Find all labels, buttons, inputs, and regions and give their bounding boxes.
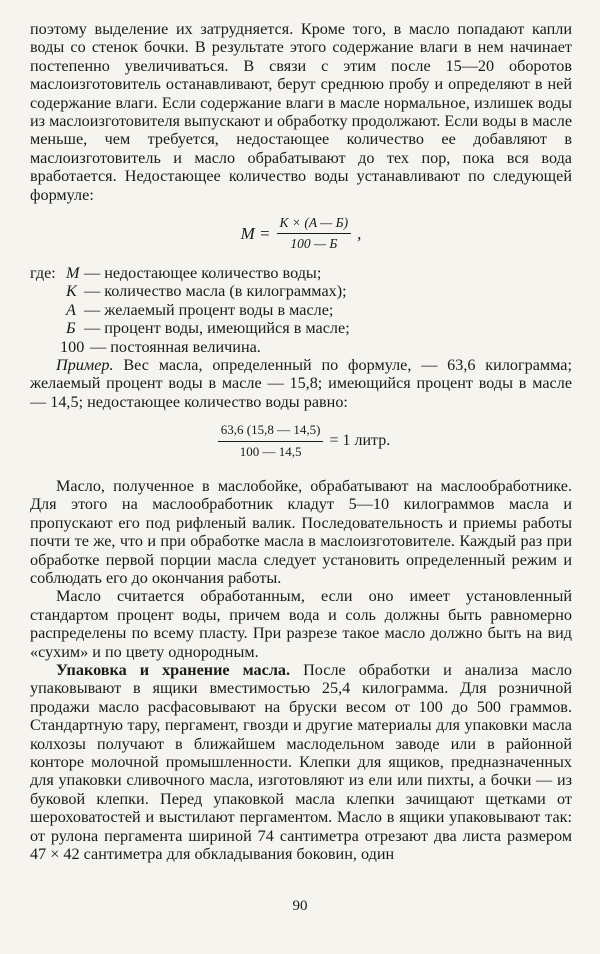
example-label: Пример. bbox=[56, 355, 114, 374]
formula-lhs: M = bbox=[240, 223, 271, 243]
formula-numerator: K × (A — Б) bbox=[277, 214, 352, 234]
page-number: 90 bbox=[292, 898, 308, 914]
definition-text: — недостающее количество воды; bbox=[84, 263, 322, 282]
example-fraction bbox=[218, 421, 324, 461]
formula-water-shortage bbox=[30, 214, 572, 254]
definition-row bbox=[30, 282, 572, 300]
formula-denominator: 100 — Б bbox=[290, 236, 338, 252]
definition-text: — постоянная величина. bbox=[90, 337, 261, 356]
example-result: = 1 литр. bbox=[329, 431, 391, 449]
definition-row bbox=[30, 338, 572, 356]
formula-tail: , bbox=[357, 223, 362, 243]
example-text: Вес масла, определенный по формуле, — 63,6 килограмма; желаемый процент воды в масле — 15,8; имеющийся процент воды в масле — 14,5; недостающее количество воды равно: bbox=[30, 355, 572, 411]
definition-text: — количество масла (в килограммах); bbox=[84, 282, 347, 301]
paragraph-processed-criteria: Масло считается обработанным, если оно имеет установленный стандартом процент воды, причем вода и соль должны быть равномерно распределены по всему пласту. При разрезе такое масло должно быть на вид «сухим» и по цвету однородным. bbox=[30, 587, 572, 661]
packaging-text: После обработки и анализа масло упаковывают в ящики вместимостью 25,4 килограмма. Для розничной продажи масло расфасовывают на бруски весом от 100 до 500 граммов. Стандартную тару, пергамент, гвозди и другие материалы для упаковки масла колхозы получают в ближайшем маслодельном заводе или в районной конторе молочной промышленности. Клепки для ящиков, предназначенных для упаковки сливочного масла, изготовляют из ели или пихты, а бочки — из буковой клепки. Перед упаковкой масла клепки зачищают щетками от шероховатостей и выстилают пергаментом. Масло в ящики упаковывают так: от рулона пергамента шириной 74 сантиметра отрезают два листа размером 47 × 42 сантиметра для обкладывания боковин, один bbox=[30, 661, 572, 864]
definition-symbol: K bbox=[66, 282, 77, 301]
paragraph-example bbox=[30, 356, 572, 411]
definition-symbol: Б bbox=[66, 319, 76, 338]
definitions-lead: где: bbox=[30, 263, 56, 282]
example-denominator: 100 — 14,5 bbox=[239, 443, 302, 459]
formula-definitions bbox=[30, 264, 572, 356]
definition-symbol: A bbox=[66, 300, 76, 319]
definition-text: — процент воды, имеющийся в масле; bbox=[84, 319, 350, 338]
definition-row bbox=[30, 264, 572, 282]
formula-fraction bbox=[277, 214, 352, 254]
definition-text: — желаемый процент воды в масле; bbox=[84, 300, 334, 319]
paragraph-butter-worker: Масло, полученное в маслобойке, обрабатывают на маслообработнике. Для этого на маслообработник кладут 5—10 килограммов масла и пропускают его под рифленый валик. Последовательность и приемы работы почти те же, что и при обработке масла в маслоизготовителе. Каждый раз при обработке первой порции масла следует установить определенный режим и соблюдать его до окончания работы. bbox=[30, 476, 572, 587]
section-heading: Упаковка и хранение масла. bbox=[56, 661, 291, 679]
definition-row bbox=[30, 301, 572, 319]
paragraph-packaging bbox=[30, 661, 572, 863]
paragraph-intro: поэтому выделение их затрудняется. Кроме того, в масло попадают капли воды со стенок бочки. В результате этого содержание влаги в нем начинает постепенно увеличиваться. В связи с этим после 15—20 оборотов маслоизготовитель останавливают, берут среднюю пробу и определяют в ней содержание влаги. Если содержание влаги в масле нормальное, излишек воды из маслоизготовителя выпускают и обработку продолжают. Если воды в масле меньше, чем требуется, недостающее количество ее добавляют в маслоизготовитель и масло обрабатывают до тех пор, пока вся вода вработается. Недостающее количество воды устанавливают по следующей формуле: bbox=[30, 20, 573, 204]
text-block bbox=[30, 20, 572, 863]
example-numerator: 63,6 (15,8 — 14,5) bbox=[218, 421, 324, 441]
definition-symbol: M bbox=[66, 263, 80, 282]
definition-symbol: 100 bbox=[60, 337, 85, 356]
definition-row bbox=[30, 319, 572, 337]
formula-example bbox=[30, 421, 572, 461]
